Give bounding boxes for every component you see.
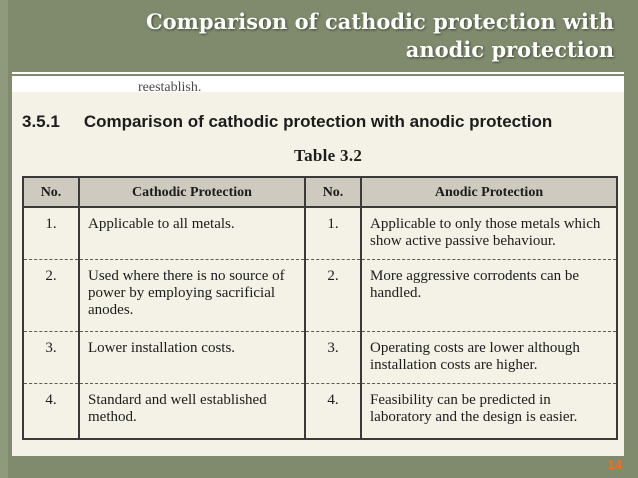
header-cathodic-protection: Cathodic Protection (79, 177, 305, 207)
header-no-cathodic: No. (23, 177, 79, 207)
comparison-table (22, 176, 618, 440)
section-heading (22, 112, 552, 132)
cell-anodic: More aggressive corrodents can be handled. (361, 259, 617, 331)
scanned-page-image (12, 76, 624, 456)
cell-anodic: Applicable to only those metals which show active passive behaviour. (361, 207, 617, 259)
table-row (23, 383, 617, 439)
section-number: 3.5.1 (22, 112, 60, 131)
cell-no: 1. (305, 207, 361, 259)
slide-title (54, 8, 614, 64)
table-header-row (23, 177, 617, 207)
cell-anodic: Operating costs are lower although installation costs are higher. (361, 331, 617, 383)
cell-no: 1. (23, 207, 79, 259)
table-row (23, 259, 617, 331)
cut-off-text-fragment: reestablish. (138, 80, 202, 95)
cell-no: 3. (23, 331, 79, 383)
cell-no: 3. (305, 331, 361, 383)
table-row (23, 207, 617, 259)
title-divider (12, 72, 624, 74)
cell-anodic: Feasibility can be predicted in laboratory and the design is easier. (361, 383, 617, 439)
cell-no: 2. (23, 259, 79, 331)
slide-title-line-1: Comparison of cathodic protection with (145, 9, 614, 34)
cell-cathodic: Applicable to all metals. (79, 207, 305, 259)
table-row (23, 331, 617, 383)
cell-cathodic: Lower installation costs. (79, 331, 305, 383)
cell-cathodic: Used where there is no source of power by employing sacrificial anodes. (79, 259, 305, 331)
cell-cathodic: Standard and well established method. (79, 383, 305, 439)
table-caption: Table 3.2 (294, 146, 363, 165)
cell-no: 4. (23, 383, 79, 439)
header-no-anodic: No. (305, 177, 361, 207)
slide-title-line-2: anodic protection (405, 37, 614, 62)
page-number: 14 (607, 457, 622, 472)
scan-top-strip (12, 76, 624, 92)
cell-no: 4. (305, 383, 361, 439)
header-anodic-protection: Anodic Protection (361, 177, 617, 207)
section-title: Comparison of cathodic protection with anodic protection (83, 112, 553, 131)
cell-no: 2. (305, 259, 361, 331)
